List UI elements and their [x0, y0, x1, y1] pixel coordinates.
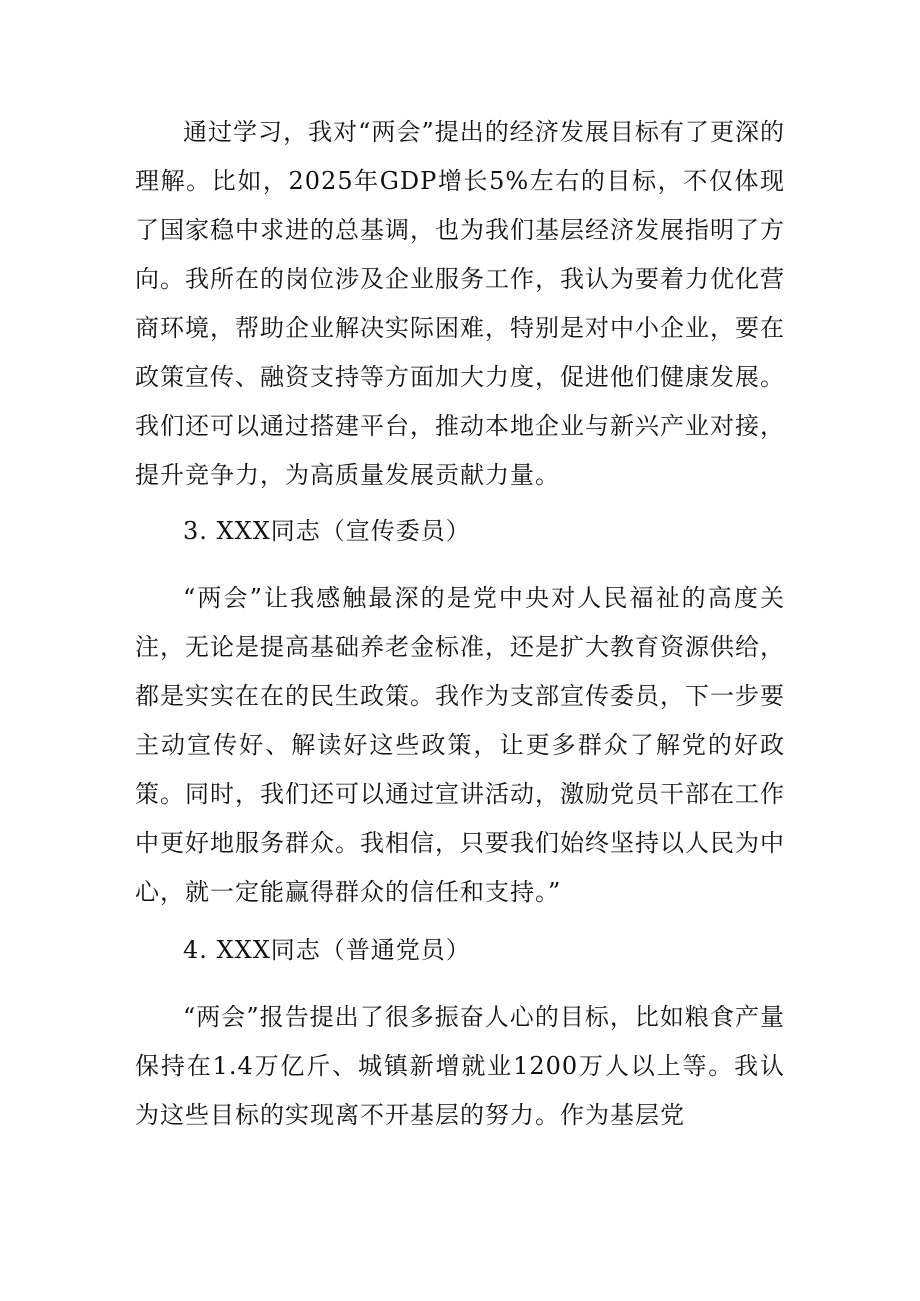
paragraph-economic-goals: 通过学习，我对“两会”提出的经济发展目标有了更深的理解。比如，2025年GDP增长5%左右的目标，不仅体现了国家稳中求进的总基调，也为我们基层经济发展指明了方向。我所在的岗位涉及企业服务工作，我认为要着力优化营商环境，帮助企业解决实际困难，特别是对中小企业，要在政策宣传、融资支持等方面加大力度，促进他们健康发展。我们还可以通过搭建平台，推动本地企业与新兴产业对接，提升竞争力，为高质量发展贡献力量。	[135, 118, 785, 489]
section-heading-3: 3. XXX同志（宣传委员）	[183, 517, 471, 545]
paragraph-propaganda-member: “两会”让我感触最深的是党中央对人民福祉的高度关注，无论是提高基础养老金标准，还是扩大教育资源供给，都是实实在在的民生政策。我作为支部宣传委员，下一步要主动宣传好、解读好这些政策，让更多群众了解党的好政策。同时，我们还可以通过宣讲活动，激励党员干部在工作中更好地服务群众。我相信，只要我们始终坚持以人民为中心，就一定能赢得群众的信任和支持。”	[135, 584, 785, 906]
section-heading-4: 4. XXX同志（普通党员）	[183, 936, 471, 964]
paragraph-ordinary-member: “两会”报告提出了很多振奋人心的目标，比如粮食产量保持在1.4万亿斤、城镇新增就业1200万人以上等。我认为这些目标的实现离不开基层的努力。作为基层党	[135, 1003, 785, 1129]
